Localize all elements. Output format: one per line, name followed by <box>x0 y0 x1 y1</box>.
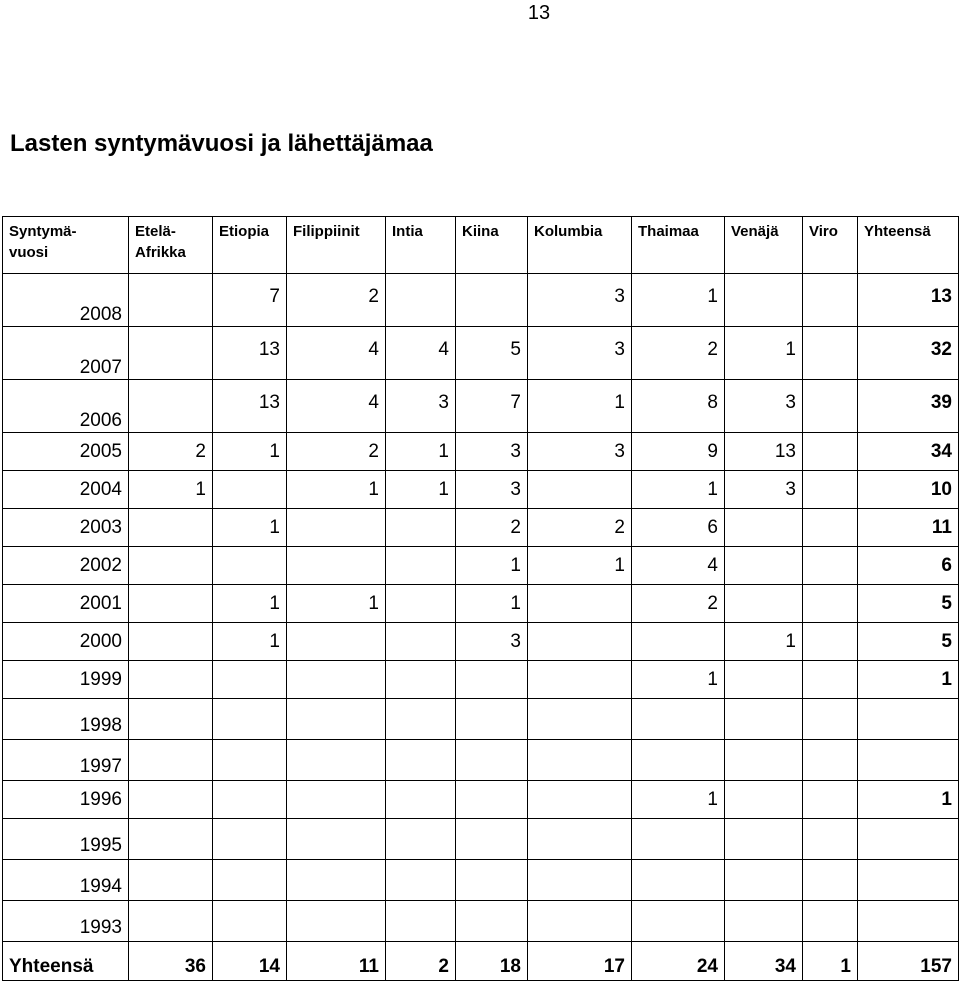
column-total-cell: 17 <box>528 942 632 981</box>
year-cell: 1995 <box>3 819 129 860</box>
count-cell <box>386 860 456 901</box>
column-header: Etiopia <box>213 217 287 274</box>
count-cell <box>528 661 632 699</box>
count-cell: 1 <box>129 471 213 509</box>
count-cell <box>632 740 725 781</box>
row-total-cell: 6 <box>858 547 959 585</box>
count-cell <box>129 781 213 819</box>
table-row <box>3 819 959 860</box>
total-label: Yhteensä <box>3 942 129 981</box>
count-cell <box>129 740 213 781</box>
count-cell <box>803 585 858 623</box>
count-cell <box>129 860 213 901</box>
count-cell: 1 <box>213 509 287 547</box>
table-row <box>3 274 959 327</box>
row-total-cell: 34 <box>858 433 959 471</box>
count-cell: 9 <box>632 433 725 471</box>
count-cell: 3 <box>725 471 803 509</box>
table-row <box>3 433 959 471</box>
count-cell <box>213 471 287 509</box>
count-cell <box>725 740 803 781</box>
count-cell: 1 <box>456 585 528 623</box>
count-cell <box>803 661 858 699</box>
count-cell: 1 <box>456 547 528 585</box>
table-row <box>3 661 959 699</box>
count-cell <box>803 471 858 509</box>
count-cell: 2 <box>632 327 725 380</box>
count-cell <box>213 661 287 699</box>
count-cell <box>725 509 803 547</box>
count-cell <box>528 901 632 942</box>
count-cell: 5 <box>456 327 528 380</box>
column-header: Thaimaa <box>632 217 725 274</box>
count-cell <box>213 860 287 901</box>
year-cell: 2008 <box>3 274 129 327</box>
count-cell <box>456 819 528 860</box>
year-cell: 2006 <box>3 380 129 433</box>
count-cell: 1 <box>287 585 386 623</box>
row-total-cell: 5 <box>858 623 959 661</box>
count-cell <box>725 547 803 585</box>
count-cell <box>287 661 386 699</box>
year-cell: 2004 <box>3 471 129 509</box>
column-total-cell: 36 <box>129 942 213 981</box>
table-row <box>3 509 959 547</box>
count-cell: 1 <box>632 661 725 699</box>
count-cell <box>129 274 213 327</box>
count-cell <box>386 781 456 819</box>
count-cell <box>725 860 803 901</box>
column-header: Yhteensä <box>858 217 959 274</box>
count-cell: 1 <box>213 433 287 471</box>
count-cell <box>725 819 803 860</box>
table-header-row <box>3 217 959 274</box>
count-cell: 1 <box>528 547 632 585</box>
count-cell: 2 <box>129 433 213 471</box>
count-cell <box>287 860 386 901</box>
year-cell: 1993 <box>3 901 129 942</box>
count-cell: 3 <box>456 433 528 471</box>
count-cell <box>129 585 213 623</box>
year-cell: 2000 <box>3 623 129 661</box>
count-cell: 3 <box>528 433 632 471</box>
count-cell: 1 <box>287 471 386 509</box>
count-cell: 1 <box>213 585 287 623</box>
column-total-cell: 11 <box>287 942 386 981</box>
count-cell: 13 <box>213 380 287 433</box>
column-header: Etelä- Afrikka <box>129 217 213 274</box>
count-cell: 2 <box>456 509 528 547</box>
count-cell <box>803 901 858 942</box>
count-cell: 3 <box>456 623 528 661</box>
column-header: Kiina <box>456 217 528 274</box>
year-cell: 2001 <box>3 585 129 623</box>
count-cell: 1 <box>632 781 725 819</box>
count-cell <box>725 661 803 699</box>
count-cell: 1 <box>386 471 456 509</box>
count-cell <box>456 661 528 699</box>
count-cell <box>456 781 528 819</box>
count-cell <box>632 623 725 661</box>
column-header: Viro <box>803 217 858 274</box>
count-cell <box>129 819 213 860</box>
count-cell <box>287 509 386 547</box>
count-cell <box>456 740 528 781</box>
count-cell <box>129 623 213 661</box>
count-cell <box>287 740 386 781</box>
count-cell <box>632 860 725 901</box>
count-cell <box>528 860 632 901</box>
count-cell: 1 <box>213 623 287 661</box>
count-cell: 3 <box>528 327 632 380</box>
column-header: Venäjä <box>725 217 803 274</box>
count-cell <box>386 740 456 781</box>
table-row <box>3 327 959 380</box>
count-cell <box>456 860 528 901</box>
count-cell: 2 <box>632 585 725 623</box>
count-cell <box>386 819 456 860</box>
count-cell <box>803 860 858 901</box>
count-cell <box>528 471 632 509</box>
count-cell: 13 <box>213 327 287 380</box>
count-cell <box>803 380 858 433</box>
row-total-cell: 11 <box>858 509 959 547</box>
count-cell <box>129 509 213 547</box>
column-total-cell: 18 <box>456 942 528 981</box>
count-cell <box>386 547 456 585</box>
count-cell <box>528 781 632 819</box>
count-cell <box>386 661 456 699</box>
count-cell <box>386 699 456 740</box>
count-cell <box>386 901 456 942</box>
count-cell <box>632 699 725 740</box>
count-cell: 4 <box>632 547 725 585</box>
table-row <box>3 901 959 942</box>
column-total-cell: 34 <box>725 942 803 981</box>
count-cell <box>213 781 287 819</box>
count-cell: 7 <box>456 380 528 433</box>
count-cell <box>386 585 456 623</box>
count-cell: 3 <box>456 471 528 509</box>
count-cell <box>725 699 803 740</box>
page-title: Lasten syntymävuosi ja lähettäjämaa <box>10 130 433 157</box>
count-cell <box>528 819 632 860</box>
count-cell: 1 <box>632 274 725 327</box>
count-cell <box>803 433 858 471</box>
count-cell <box>803 699 858 740</box>
count-cell: 4 <box>287 380 386 433</box>
year-cell: 2002 <box>3 547 129 585</box>
count-cell <box>129 661 213 699</box>
count-cell <box>386 509 456 547</box>
count-cell <box>725 781 803 819</box>
count-cell <box>129 699 213 740</box>
year-cell: 2003 <box>3 509 129 547</box>
row-total-cell <box>858 819 959 860</box>
column-total-cell: 1 <box>803 942 858 981</box>
count-cell <box>287 901 386 942</box>
count-cell <box>632 901 725 942</box>
count-cell <box>803 327 858 380</box>
count-cell <box>456 699 528 740</box>
year-cell: 1998 <box>3 699 129 740</box>
column-total-cell: 24 <box>632 942 725 981</box>
column-header: Filippiinit <box>287 217 386 274</box>
count-cell: 4 <box>386 327 456 380</box>
count-cell <box>632 819 725 860</box>
column-header: Intia <box>386 217 456 274</box>
count-cell <box>213 699 287 740</box>
table-row <box>3 471 959 509</box>
count-cell <box>287 547 386 585</box>
year-cell: 1997 <box>3 740 129 781</box>
year-cell: 1999 <box>3 661 129 699</box>
count-cell <box>287 623 386 661</box>
count-cell <box>213 901 287 942</box>
count-cell: 1 <box>386 433 456 471</box>
count-cell <box>528 699 632 740</box>
table-body <box>3 274 959 942</box>
row-total-cell: 13 <box>858 274 959 327</box>
count-cell: 2 <box>287 274 386 327</box>
count-cell <box>129 327 213 380</box>
row-total-cell <box>858 699 959 740</box>
row-total-cell: 10 <box>858 471 959 509</box>
count-cell: 4 <box>287 327 386 380</box>
count-cell: 13 <box>725 433 803 471</box>
count-cell <box>803 547 858 585</box>
count-cell <box>213 740 287 781</box>
count-cell <box>287 699 386 740</box>
count-cell <box>803 509 858 547</box>
row-total-cell: 1 <box>858 661 959 699</box>
count-cell <box>803 274 858 327</box>
count-cell <box>725 274 803 327</box>
count-cell: 6 <box>632 509 725 547</box>
row-total-cell <box>858 860 959 901</box>
page-number: 13 <box>527 2 551 24</box>
count-cell <box>456 274 528 327</box>
count-cell <box>287 819 386 860</box>
row-total-cell <box>858 901 959 942</box>
count-cell: 1 <box>632 471 725 509</box>
count-cell <box>803 740 858 781</box>
column-header-year: Syntymä- vuosi <box>3 217 129 274</box>
count-cell <box>528 740 632 781</box>
total-row <box>3 942 959 981</box>
table-row <box>3 860 959 901</box>
count-cell <box>803 781 858 819</box>
table-row <box>3 781 959 819</box>
count-cell: 7 <box>213 274 287 327</box>
count-cell <box>528 585 632 623</box>
year-cell: 1996 <box>3 781 129 819</box>
column-total-cell: 14 <box>213 942 287 981</box>
count-cell: 2 <box>528 509 632 547</box>
count-cell: 1 <box>725 327 803 380</box>
statistics-table <box>2 216 959 981</box>
year-cell: 2007 <box>3 327 129 380</box>
table-row <box>3 623 959 661</box>
count-cell: 1 <box>528 380 632 433</box>
count-cell <box>129 901 213 942</box>
row-total-cell <box>858 740 959 781</box>
count-cell: 2 <box>287 433 386 471</box>
count-cell <box>386 274 456 327</box>
count-cell: 3 <box>386 380 456 433</box>
row-total-cell: 1 <box>858 781 959 819</box>
count-cell <box>725 585 803 623</box>
table-row <box>3 585 959 623</box>
column-total-cell: 2 <box>386 942 456 981</box>
row-total-cell: 5 <box>858 585 959 623</box>
count-cell <box>803 623 858 661</box>
count-cell: 8 <box>632 380 725 433</box>
count-cell: 1 <box>725 623 803 661</box>
table-row <box>3 699 959 740</box>
count-cell: 3 <box>725 380 803 433</box>
row-total-cell: 32 <box>858 327 959 380</box>
table-row <box>3 380 959 433</box>
table-row <box>3 740 959 781</box>
count-cell <box>456 901 528 942</box>
row-total-cell: 39 <box>858 380 959 433</box>
column-header: Kolumbia <box>528 217 632 274</box>
count-cell <box>213 819 287 860</box>
count-cell <box>213 547 287 585</box>
count-cell <box>803 819 858 860</box>
count-cell <box>287 781 386 819</box>
year-cell: 2005 <box>3 433 129 471</box>
count-cell <box>725 901 803 942</box>
count-cell <box>528 623 632 661</box>
count-cell <box>129 380 213 433</box>
count-cell <box>129 547 213 585</box>
count-cell <box>386 623 456 661</box>
count-cell: 3 <box>528 274 632 327</box>
column-total-cell: 157 <box>858 942 959 981</box>
year-cell: 1994 <box>3 860 129 901</box>
table-row <box>3 547 959 585</box>
